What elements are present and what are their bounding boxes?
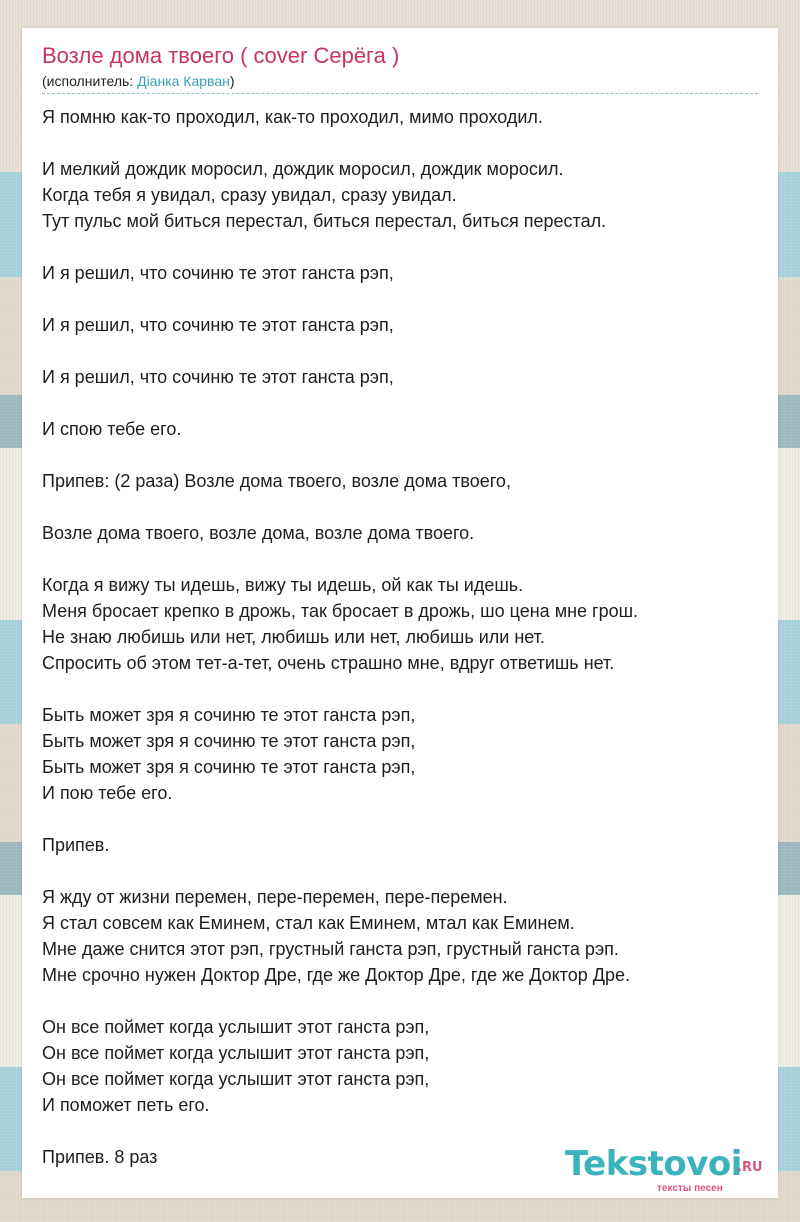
lyric-line: Тут пульс мой биться перестал, биться перестал, биться перестал.: [42, 211, 607, 231]
lyric-line: Мне срочно нужен Доктор Дре, где же Доктор Дре, где же Доктор Дре.: [42, 965, 630, 985]
lyric-blank-line: [42, 286, 762, 312]
lyric-blank-line: [42, 442, 762, 468]
lyric-line: Припев.: [42, 835, 110, 855]
lyric-line: Припев. 8 раз: [42, 1147, 158, 1167]
logo-tld: .RU: [737, 1160, 763, 1175]
lyric-blank-line: [42, 234, 762, 260]
song-title: Возле дома твоего ( cover Серёга ): [42, 43, 400, 68]
lyric-line: И спою тебе его.: [42, 419, 182, 439]
lyric-line: Он все поймет когда услышит этот ганста рэп,: [42, 1017, 430, 1037]
lyric-line: И я решил, что сочиню те этот ганста рэп,: [42, 367, 394, 387]
lyric-line: Быть может зря я сочиню те этот ганста рэп,: [42, 757, 416, 777]
artist-suffix: ): [229, 73, 235, 89]
lyric-line: И пою тебе его.: [42, 783, 173, 803]
lyric-line: И мелкий дождик моросил, дождик моросил, дождик моросил.: [42, 159, 564, 179]
lyric-line: Я стал совсем как Еминем, стал как Еминем, мтал как Еминем.: [42, 913, 575, 933]
site-logo[interactable]: [565, 1144, 770, 1204]
lyric-line: Я помню как-то проходил, как-то проходил, мимо проходил.: [42, 107, 543, 127]
lyric-line: Он все поймет когда услышит этот ганста рэп,: [42, 1043, 430, 1063]
lyric-line: Не знаю любишь или нет, любишь или нет, любишь или нет.: [42, 627, 545, 647]
title-divider: [42, 93, 758, 94]
lyric-line: Когда я вижу ты идешь, вижу ты идешь, ой как ты идешь.: [42, 575, 524, 595]
lyric-blank-line: [42, 1118, 762, 1144]
artist-line: [42, 73, 235, 89]
lyrics-body: [42, 104, 762, 1170]
lyrics-card: [22, 28, 778, 1198]
lyric-blank-line: [42, 494, 762, 520]
lyric-line: И поможет петь его.: [42, 1095, 210, 1115]
lyric-blank-line: [42, 806, 762, 832]
logo-tagline: тексты песен: [657, 1183, 723, 1194]
lyric-blank-line: [42, 546, 762, 572]
lyric-blank-line: [42, 676, 762, 702]
artist-link[interactable]: Діанка Карван: [137, 73, 230, 89]
lyric-line: Возле дома твоего, возле дома, возле дома твоего.: [42, 523, 475, 543]
lyric-line: Быть может зря я сочиню те этот ганста рэп,: [42, 705, 416, 725]
lyric-line: Я жду от жизни перемен, пере-перемен, пере-перемен.: [42, 887, 508, 907]
lyric-line: Мне даже снится этот рэп, грустный ганста рэп, грустный ганста рэп.: [42, 939, 619, 959]
lyric-line: Спросить об этом тет-а-тет, очень страшно мне, вдруг ответишь нет.: [42, 653, 615, 673]
lyric-line: И я решил, что сочиню те этот ганста рэп,: [42, 315, 394, 335]
lyric-blank-line: [42, 338, 762, 364]
lyric-line: Он все поймет когда услышит этот ганста рэп,: [42, 1069, 430, 1089]
lyric-blank-line: [42, 390, 762, 416]
lyric-blank-line: [42, 988, 762, 1014]
lyric-line: Припев: (2 раза) Возле дома твоего, возле дома твоего,: [42, 471, 511, 491]
artist-prefix: (исполнитель:: [42, 73, 138, 89]
lyric-line: Меня бросает крепко в дрожь, так бросает в дрожь, шо цена мне грош.: [42, 601, 639, 621]
lyric-line: И я решил, что сочиню те этот ганста рэп,: [42, 263, 394, 283]
logo-name: Tekstovoi: [565, 1144, 742, 1184]
lyric-blank-line: [42, 130, 762, 156]
lyric-line: Когда тебя я увидал, сразу увидал, сразу увидал.: [42, 185, 457, 205]
lyric-line: Быть может зря я сочиню те этот ганста рэп,: [42, 731, 416, 751]
lyric-blank-line: [42, 858, 762, 884]
